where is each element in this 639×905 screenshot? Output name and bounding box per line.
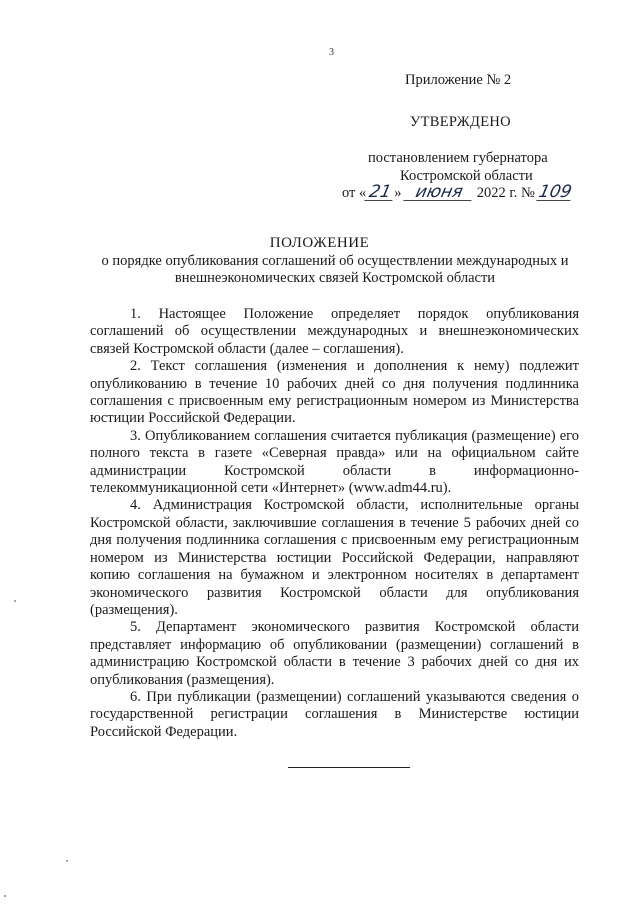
document-subtitle: о порядке опубликования соглашений об осуществлении международных и внешнеэкономических связей Костромской области (101, 253, 569, 286)
date-prefix: от « (342, 185, 367, 201)
paragraph-3: 3. Опубликованием соглашения считается публикация (размещение) его полного текста в газете «Северная правда» или на официальном сайте администрации Костромской области в информационно-телекоммуникационной сети «Интернет» (www.adm44.ru). (90, 427, 579, 497)
end-divider-line (288, 767, 410, 768)
decree-date-line (342, 182, 574, 202)
handwritten-number: 109 (537, 182, 574, 202)
scan-speck (14, 600, 16, 602)
appendix-label: Приложение № 2 (405, 72, 512, 88)
date-year: 2022 г. № (476, 185, 535, 201)
handwritten-month: июня (403, 185, 474, 201)
handwritten-day: 21 (365, 185, 396, 201)
scan-speck (4, 895, 6, 897)
document-title: ПОЛОЖЕНИЕ (269, 235, 370, 251)
scan-speck (66, 860, 68, 862)
decree-line-1: постановлением губернатора (368, 150, 548, 166)
date-mid: » (394, 185, 402, 201)
decree-line-2: Костромской области (400, 168, 533, 184)
paragraph-2: 2. Текст соглашения (изменения и дополнения к нему) подлежит опубликованию в течение 10 рабочих дней со дня получения подлинника соглашения с присвоенным ему регистрационным номером из Министерства юстиции Российской Федерации. (90, 358, 579, 427)
paragraph-1: 1. Настоящее Положение определяет порядок опубликования соглашений об осуществлении международных и внешнеэкономических связей Костромской области (далее – соглашения). (90, 306, 579, 357)
page-number: 3 (329, 47, 334, 58)
approved-stamp-text: УТВЕРЖДЕНО (410, 114, 511, 130)
paragraph-6: 6. При публикации (размещении) соглашений указываются сведения о государственной регистрации соглашения в Министерстве юстиции Российской Федерации. (90, 688, 579, 740)
paragraph-5: 5. Департамент экономического развития Костромской области представляет информацию об опубликовании (размещении) соглашений в администрацию Костромской области в течение 3 рабочих дней со дня их опубликования (размещения). (90, 619, 579, 688)
document-body (90, 306, 579, 741)
paragraph-4: 4. Администрация Костромской области, исполнительные органы Костромской области, заключившие соглашения в течение 5 рабочих дней со дня получения подлинника соглашения с присвоенным ему регистрационным номером из Министерства юстиции Российской Федерации, направляют копию соглашения на бумажном и электронном носителях в департамент экономического развития Костромской области для опубликования (размещения). (90, 497, 579, 618)
